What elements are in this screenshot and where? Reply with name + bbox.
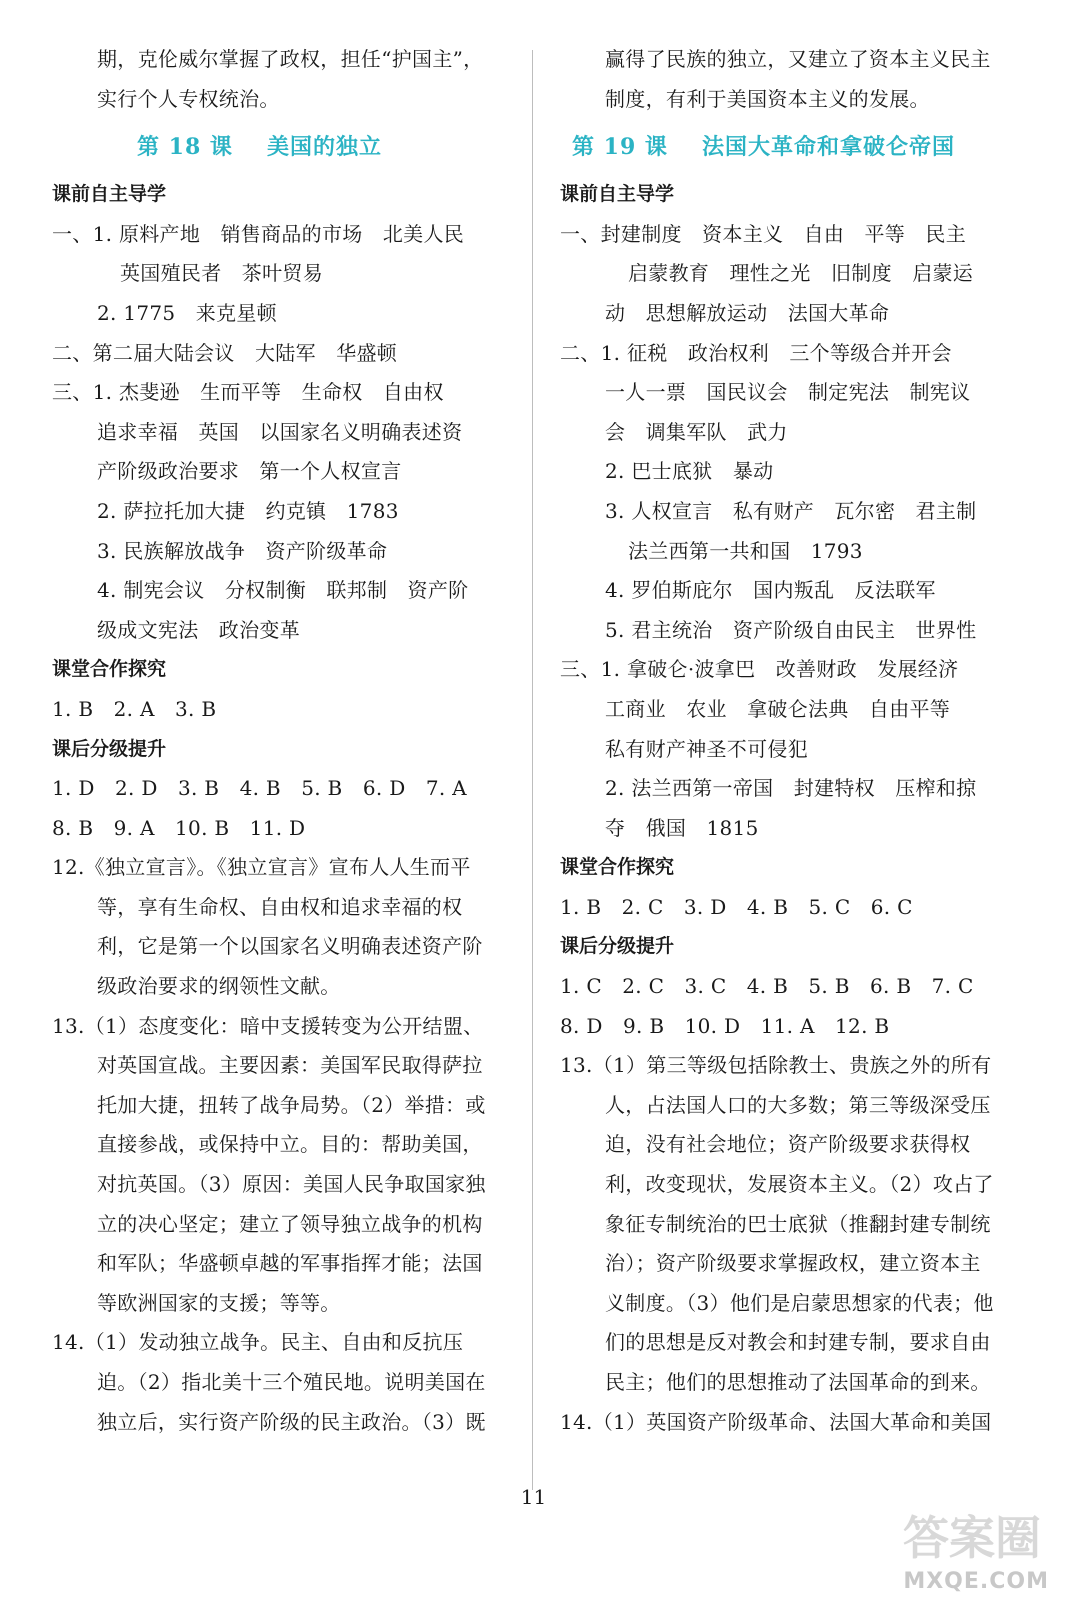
answer-line: 二、1. 征税 政治权利 三个等级合并开会 [560,340,952,365]
lesson-title [52,127,522,167]
answer-line: 象征专制统治的巴士底狱（推翻封建专制统 [605,1211,991,1236]
answer-line: 对抗英国。（3）原因：美国人民争取国家独 [97,1172,486,1197]
answer-line: 托加大捷，扭转了战争局势。（2）举措：或 [97,1092,486,1117]
answer-line: 们的思想是反对教会和封建专制，要求自由 [605,1330,991,1355]
watermark-url: MXQE.COM [903,1569,1049,1594]
watermark-logo [874,1499,1049,1594]
answer-line: 利，它是第一个以国家名义明确表述资产阶 [97,934,483,959]
answer-line: 2. 法兰西第一帝国 封建特权 压榨和掠 [605,776,977,801]
lesson-name: 法国大革命和拿破仑帝国 [701,134,955,161]
answer-line: 义制度。（3）他们是启蒙思想家的代表；他 [605,1290,994,1315]
section-heading: 课后分级提升 [52,737,167,760]
lesson-number: 第 19 课 [572,134,668,161]
answer-line: 级成文宪法 政治变革 [97,617,300,642]
answer-line: 12.《独立宣言》。《独立宣言》宣布人人生而平 [52,855,471,880]
answer-line: 一、1. 原料产地 销售商品的市场 北美人民 [52,221,465,246]
answer-line: 1. B 2. A 3. B [52,696,217,721]
page-number: 11 [520,1485,547,1509]
answer-line: 法兰西第一共和国 1793 [628,538,863,563]
text-line: 实行个人专权统治。 [97,86,280,111]
lesson-title [560,127,1020,167]
answer-line: 1. C 2. C 3. C 4. B 5. B 6. B 7. C [560,974,974,999]
answer-line: 治）；资产阶级要求掌握政权，建立资本主 [605,1251,981,1276]
answer-line: 一人一票 国民议会 制定宪法 制宪议 [605,380,971,405]
section-heading: 课前自主导学 [52,183,167,206]
answer-line: 独立后，实行资产阶级的民主政治。（3）既 [97,1409,486,1434]
answer-line: 启蒙教育 理性之光 旧制度 启蒙运 [628,261,974,286]
answer-line: 产阶级政治要求 第一个人权宣言 [97,459,402,484]
answer-line: 13.（1）态度变化：暗中支援转变为公开结盟、 [52,1013,484,1038]
right-column [560,40,1020,1442]
answer-line: 工商业 农业 拿破仑法典 自由平等 [605,696,951,721]
section-heading: 课堂合作探究 [560,856,675,879]
section-heading: 课堂合作探究 [52,658,167,681]
answer-line: 4. 罗伯斯庇尔 国内叛乱 反法联军 [605,578,936,603]
answer-line: 1. B 2. C 3. D 4. B 5. C 6. C [560,894,913,919]
answer-line: 会 调集军队 武力 [605,419,788,444]
text-line: 赢得了民族的独立，又建立了资本主义民主 [605,47,991,71]
answer-line: 8. B 9. A 10. B 11. D [52,815,306,840]
answer-line: 人，占法国人口的大多数；第三等级深受压 [605,1092,991,1117]
column-divider [532,50,533,1490]
section-heading: 课后分级提升 [560,935,675,958]
answer-line: 一、封建制度 资本主义 自由 平等 民主 [560,221,966,246]
answer-line: 民主；他们的思想推动了法国革命的到来。 [605,1370,991,1394]
answer-line: 14.（1）发动独立战争。民主、自由和反抗压 [52,1330,464,1355]
answer-line: 二、第二届大陆会议 大陆军 华盛顿 [52,340,398,365]
answer-line: 3. 人权宣言 私有财产 瓦尔密 君主制 [605,498,977,523]
answer-line: 14.（1）英国资产阶级革命、法国大革命和美国 [560,1409,992,1434]
text-line: 制度，有利于美国资本主义的发展。 [605,86,930,111]
answer-line: 1. D 2. D 3. B 4. B 5. B 6. D 7. A [52,776,467,801]
answer-line: 8. D 9. B 10. D 11. A 12. B [560,1013,890,1038]
answer-line: 动 思想解放运动 法国大革命 [605,300,890,325]
answer-line: 立的决心坚定；建立了领导独立战争的机构 [97,1211,483,1236]
section-heading: 课前自主导学 [560,183,675,206]
left-column [52,40,522,1442]
answer-line: 利，改变现状，发展资本主义。（2）攻占了 [605,1172,994,1197]
answer-line: 2. 1775 来克星顿 [97,300,277,325]
answer-line: 等，享有生命权、自由权和追求幸福的权 [97,894,463,919]
answer-line: 迫，没有社会地位；资产阶级要求获得权 [605,1132,971,1157]
answer-line: 2. 萨拉托加大捷 约克镇 1783 [97,498,399,523]
answer-line: 三、1. 杰斐逊 生而平等 生命权 自由权 [52,380,444,405]
answer-line: 2. 巴士底狱 暴动 [605,459,774,484]
answer-line: 私有财产神圣不可侵犯 [605,736,808,761]
answer-line: 13.（1）第三等级包括除教士、贵族之外的所有 [560,1053,992,1078]
text-line: 期，克伦威尔掌握了政权，担任“护国主”， [97,47,484,71]
answer-line: 对英国宣战。主要因素：美国军民取得萨拉 [97,1053,483,1078]
answer-line: 迫。（2）指北美十三个殖民地。说明美国在 [97,1370,486,1394]
answer-line: 追求幸福 英国 以国家名义明确表述资 [97,419,463,444]
lesson-name: 美国的独立 [266,134,382,161]
answer-line: 英国殖民者 茶叶贸易 [120,261,323,286]
answer-line: 直接参战，或保持中立。目的：帮助美国， [97,1132,483,1157]
answer-line: 3. 民族解放战争 资产阶级革命 [97,538,388,563]
lesson-number: 第 18 课 [137,134,233,161]
answer-line: 等欧洲国家的支援；等等。 [97,1290,341,1315]
answer-line: 5. 君主统治 资产阶级自由民主 世界性 [605,617,977,642]
answer-line: 三、1. 拿破仑·波拿巴 改善财政 发展经济 [560,657,959,682]
answer-line: 夺 俄国 1815 [605,815,759,840]
answer-line: 和军队；华盛顿卓越的军事指挥才能；法国 [97,1251,483,1276]
watermark-glyphs: 答案圈 [903,1511,1041,1565]
answer-line: 级政治要求的纲领性文献。 [97,974,341,999]
answer-line: 4. 制宪会议 分权制衡 联邦制 资产阶 [97,578,469,603]
